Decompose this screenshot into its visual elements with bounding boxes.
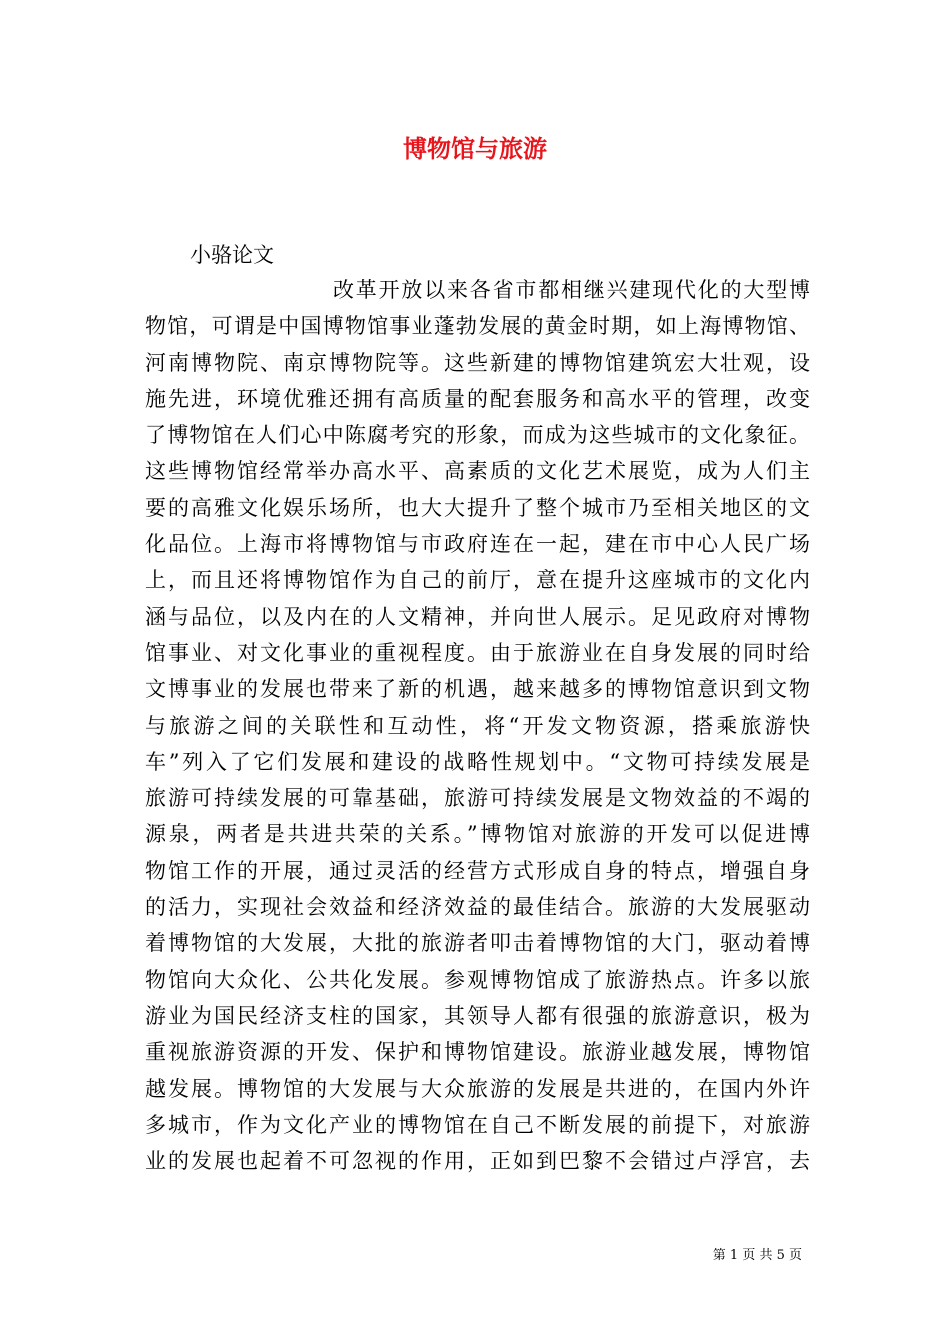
body-line: 源泉，两者是共进共荣的关系。”博物馆对旅游的开发可以促进博 xyxy=(145,822,810,847)
body-line: 车”列入了它们发展和建设的战略性规划中。“文物可持续发展是 xyxy=(145,749,810,774)
body-line: 着博物馆的大发展，大批的旅游者叩击着博物馆的大门，驱动着博 xyxy=(145,931,810,956)
body-line: 文博事业的发展也带来了新的机遇，越来越多的博物馆意识到文物 xyxy=(145,677,810,702)
body-line: 了博物馆在人们心中陈腐考究的形象，而成为这些城市的文化象征。 xyxy=(145,423,810,448)
body-line: 涵与品位，以及内在的人文精神，并向世人展示。足见政府对博物 xyxy=(145,604,810,629)
body-line: 河南博物院、南京博物院等。这些新建的博物馆建筑宏大壮观，设 xyxy=(145,350,810,375)
body-line: 与旅游之间的关联性和互动性，将“开发文物资源，搭乘旅游快 xyxy=(145,713,810,738)
body-line: 施先进，环境优雅还拥有高质量的配套服务和高水平的管理，改变 xyxy=(145,386,810,411)
body-line: 重视旅游资源的开发、保护和博物馆建设。旅游业越发展，博物馆 xyxy=(145,1040,810,1065)
body-line: 物馆工作的开展，通过灵活的经营方式形成自身的特点，增强自身 xyxy=(145,858,810,883)
page-footer: 第 1 页 共 5 页 xyxy=(712,1248,802,1263)
document-body xyxy=(145,272,810,1179)
body-line: 游业为国民经济支柱的国家，其领导人都有很强的旅游意识，极为 xyxy=(145,1003,810,1028)
body-line: 上，而且还将博物馆作为自己的前厅，意在提升这座城市的文化内 xyxy=(145,568,810,593)
body-line: 多城市，作为文化产业的博物馆在自己不断发展的前提下，对旅游 xyxy=(145,1112,810,1137)
body-line: 越发展。博物馆的大发展与大众旅游的发展是共进的，在国内外许 xyxy=(145,1076,810,1101)
body-line: 这些博物馆经常举办高水平、高素质的文化艺术展览，成为人们主 xyxy=(145,459,810,484)
body-line: 的活力，实现社会效益和经济效益的最佳结合。旅游的大发展驱动 xyxy=(145,895,810,920)
body-line: 改革开放以来各省市都相继兴建现代化的大型博 xyxy=(333,278,810,302)
body-line: 旅游可持续发展的可靠基础，旅游可持续发展是文物效益的不竭的 xyxy=(145,786,810,811)
body-line: 馆事业、对文化事业的重视程度。由于旅游业在自身发展的同时给 xyxy=(145,640,810,665)
body-line: 要的高雅文化娱乐场所，也大大提升了整个城市乃至相关地区的文 xyxy=(145,495,810,520)
document-title: 博物馆与旅游 xyxy=(403,134,547,163)
body-line: 物馆向大众化、公共化发展。参观博物馆成了旅游热点。许多以旅 xyxy=(145,967,810,992)
document-byline: 小骆论文 xyxy=(190,243,274,267)
body-line: 物馆，可谓是中国博物馆事业蓬勃发展的黄金时期，如上海博物馆、 xyxy=(145,314,810,339)
body-line: 业的发展也起着不可忽视的作用，正如到巴黎不会错过卢浮宫，去 xyxy=(145,1149,810,1174)
body-line: 化品位。上海市将博物馆与市政府连在一起，建在市中心人民广场 xyxy=(145,532,810,557)
